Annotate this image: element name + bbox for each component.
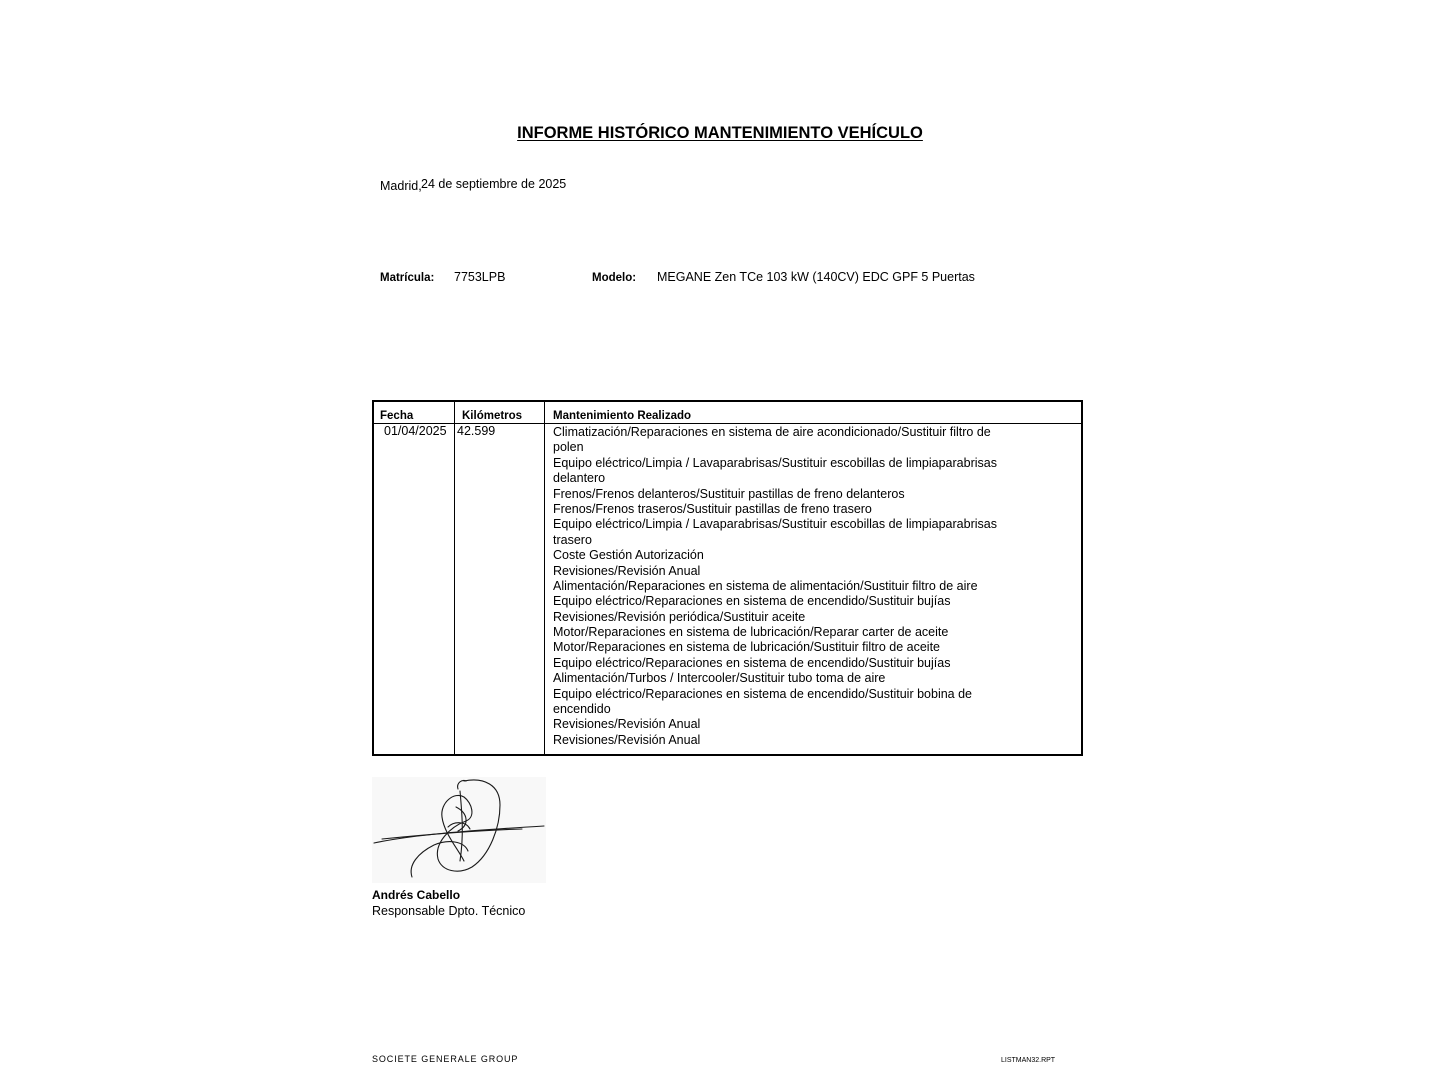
maintenance-line: Frenos/Frenos delanteros/Sustituir pastillas de freno delanteros [553,486,905,501]
plate-label: Matrícula: [380,272,435,284]
document-place: Madrid, [380,179,422,193]
model-value: MEGANE Zen TCe 103 kW (140CV) EDC GPF 5 Puertas [657,270,975,284]
header-fecha: Fecha [380,410,414,422]
maintenance-line: polen [553,440,584,455]
maintenance-line: Revisiones/Revisión periódica/Sustituir aceite [553,609,806,624]
maintenance-line: encendido [553,702,611,717]
footer-report-code: LISTMAN32.RPT [1001,1057,1056,1064]
maintenance-line: Alimentación/Reparaciones en sistema de alimentación/Sustituir filtro de aire [553,578,978,593]
header-mantenimiento: Mantenimiento Realizado [553,410,692,422]
maintenance-line: trasero [553,532,592,547]
maintenance-line: Equipo eléctrico/Limpia / Lavaparabrisas/Sustituir escobillas de limpiaparabrisas [553,517,997,532]
document-title: INFORME HISTÓRICO MANTENIMIENTO VEHÍCULO [517,124,923,142]
signer-role: Responsable Dpto. Técnico [372,904,526,918]
footer-company: SOCIETE GENERALE GROUP [372,1054,519,1064]
maintenance-line: Motor/Reparaciones en sistema de lubricación/Reparar carter de aceite [553,625,949,640]
model-label: Modelo: [592,272,637,284]
maintenance-line: Equipo eléctrico/Reparaciones en sistema de encendido/Sustituir bujías [553,655,951,670]
signer-name: Andrés Cabello [372,888,461,902]
maintenance-line: delantero [553,471,606,486]
row-date: 01/04/2025 [384,424,447,438]
plate-value: 7753LPB [454,270,506,284]
maintenance-line: Motor/Reparaciones en sistema de lubricación/Sustituir filtro de aceite [553,640,940,655]
document-date: 24 de septiembre de 2025 [421,177,567,191]
maintenance-line: Climatización/Reparaciones en sistema de aire acondicionado/Sustituir filtro de [553,425,991,439]
maintenance-line: Revisiones/Revisión Anual [553,732,701,747]
maintenance-line: Equipo eléctrico/Reparaciones en sistema de encendido/Sustituir bobina de [553,686,973,701]
column-divider [544,402,545,754]
maintenance-line: Frenos/Frenos traseros/Sustituir pastillas de freno trasero [553,501,872,516]
row-km: 42.599 [457,424,496,438]
maintenance-line: Equipo eléctrico/Limpia / Lavaparabrisas/Sustituir escobillas de limpiaparabrisas [553,455,997,470]
maintenance-line: Equipo eléctrico/Reparaciones en sistema de encendido/Sustituir bujías [553,594,951,609]
signature-image [372,777,546,883]
column-divider [454,402,455,754]
maintenance-items [553,425,997,748]
maintenance-line: Alimentación/Turbos / Intercooler/Sustituir tubo toma de aire [553,671,886,686]
maintenance-line: Revisiones/Revisión Anual [553,717,701,732]
maintenance-line: Revisiones/Revisión Anual [553,563,701,578]
maintenance-table [372,400,1083,756]
maintenance-line: Coste Gestión Autorización [553,548,704,563]
header-kilometros: Kilómetros [462,410,523,422]
